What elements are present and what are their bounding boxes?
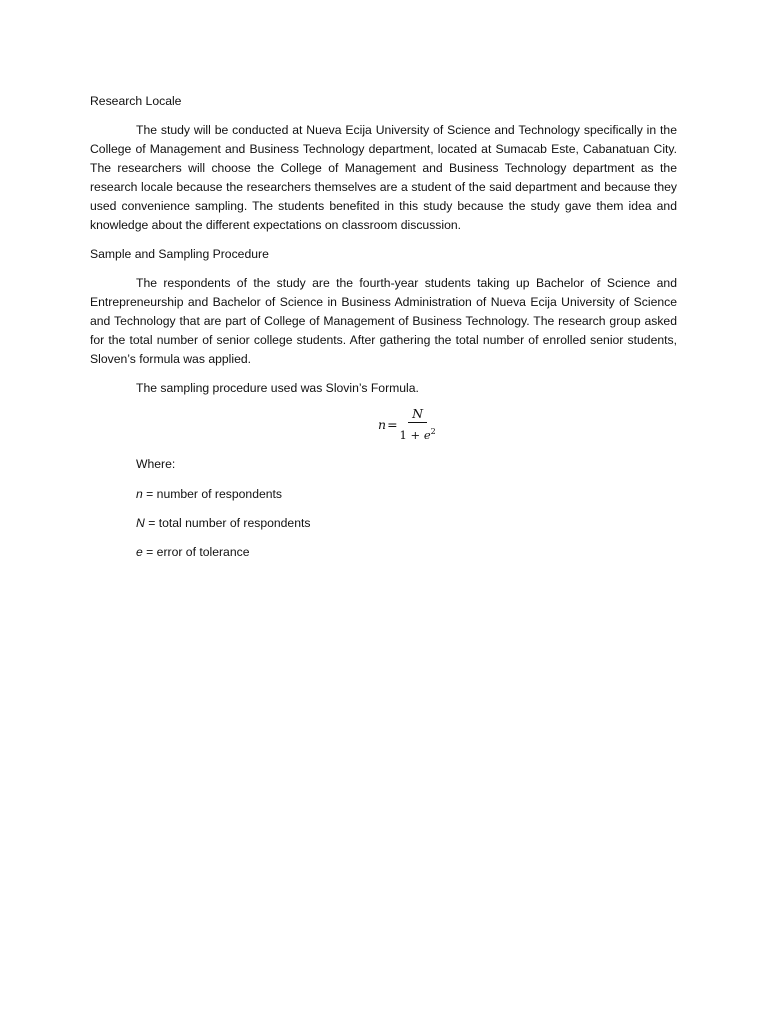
formula-numerator: N — [408, 406, 427, 423]
definition-N — [136, 514, 310, 533]
document-body — [90, 92, 677, 398]
definition-symbol: e — [136, 545, 143, 559]
research-locale-paragraph: The study will be conducted at Nueva Ecija University of Science and Technology specifically in the College of Management and Business Technology department, located at Sumacab Este, Cabanatuan City. The researchers will choose the College of Management and Business Technology department as the research locale because the researchers themselves are a student of the said department and because they used convenience sampling. The students benefited in this study because the study gave them idea and knowledge about the different expectations on classroom discussion. — [90, 123, 677, 232]
where-label: Where: — [136, 457, 176, 471]
formula-den-one: 1 — [399, 427, 407, 442]
definition-symbol: n — [136, 487, 143, 501]
definition-text: = error of tolerance — [142, 545, 250, 559]
formula-lhs: n — [378, 416, 387, 432]
definition-e — [136, 543, 249, 562]
research-locale-heading: Research Locale — [90, 94, 182, 108]
formula-den-var: e — [423, 427, 431, 442]
definition-symbol: N — [136, 516, 145, 530]
sampling-procedure-heading: Sample and Sampling Procedure — [90, 247, 269, 261]
formula-equals: = — [387, 416, 398, 432]
sampling-procedure-paragraph: The respondents of the study are the fourth-year students taking up Bachelor of Science and Entrepreneurship and Bachelor of Science in Business Administration of Nueva Ecija University of Science and Technology that are part of College of Management of Business Technology. The research group asked for the total number of senior college students. After gathering the total number of enrolled senior students, Sloven’s formula was applied. — [90, 276, 677, 366]
procedure-line: The sampling procedure used was Slovin’s Formula. — [136, 381, 419, 395]
formula-den-exp: 2 — [430, 427, 436, 436]
formula-den-plus: + — [410, 427, 421, 442]
definition-n — [136, 485, 282, 504]
definition-text: = total number of respondents — [144, 516, 311, 530]
formula-denominator — [400, 423, 436, 443]
definition-text: = number of respondents — [142, 487, 283, 501]
slovin-formula — [378, 406, 436, 443]
formula-fraction — [400, 406, 436, 443]
